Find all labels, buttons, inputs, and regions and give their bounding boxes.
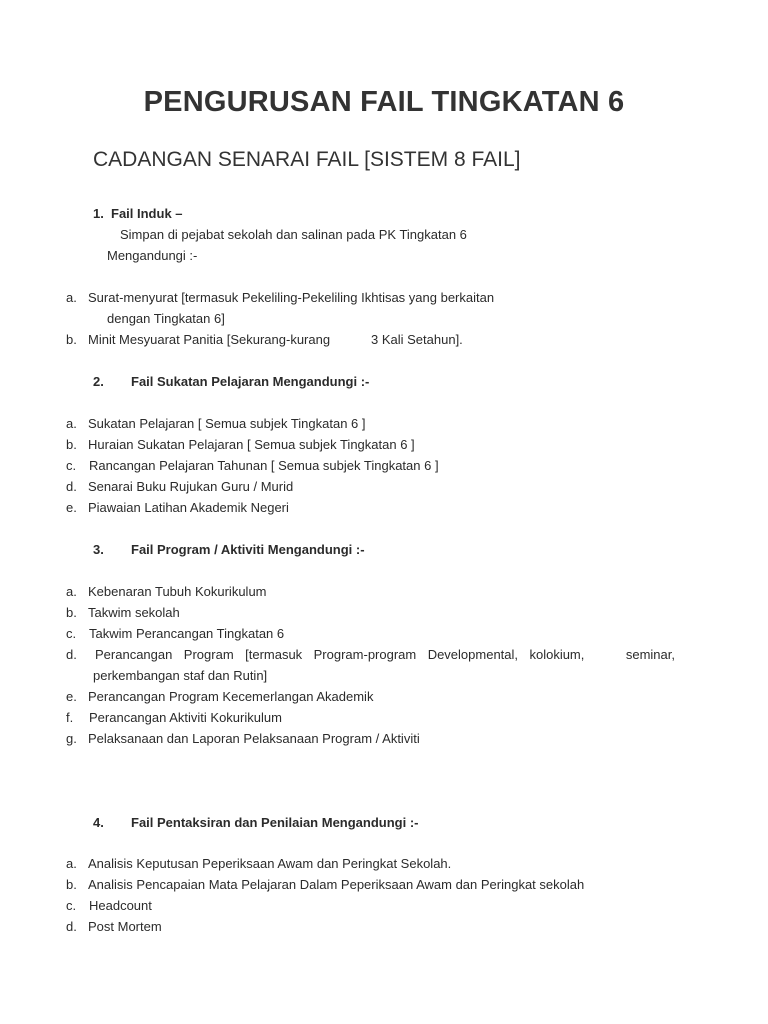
section-1-number: 1. xyxy=(93,206,104,221)
list-item: Takwim Perancangan Tingkatan 6 xyxy=(89,626,285,641)
list-item: Post Mortem xyxy=(88,919,162,934)
section-2-heading: Fail Sukatan Pelajaran Mengandungi :- xyxy=(131,374,370,389)
list-marker: c. xyxy=(66,626,77,641)
page-subtitle: CADANGAN SENARAI FAIL [SISTEM 8 FAIL] xyxy=(93,148,521,171)
list-item-word: Developmental, xyxy=(427,647,519,662)
section-1-description: Simpan di pejabat sekolah dan salinan pada PK Tingkatan 6 xyxy=(120,227,467,242)
list-marker: b. xyxy=(66,437,77,452)
list-item: Rancangan Pelajaran Tahunan [ Semua subjek Tingkatan 6 ] xyxy=(89,458,439,473)
section-3-heading: Fail Program / Aktiviti Mengandungi :- xyxy=(131,542,365,557)
list-item: Analisis Keputusan Peperiksaan Awam dan Peringkat Sekolah. xyxy=(88,856,452,871)
list-marker: e. xyxy=(66,500,77,515)
list-item-word: Program xyxy=(183,647,234,662)
list-marker: b. xyxy=(66,605,77,620)
list-item-word: Perancangan xyxy=(95,647,173,662)
list-marker: a. xyxy=(66,290,77,305)
list-item: Kebenaran Tubuh Kokurikulum xyxy=(88,584,267,599)
list-item: Surat-menyurat [termasuk Pekeliling-Pekeliling Ikhtisas yang berkaitan xyxy=(88,290,495,305)
section-1-contains-label: Mengandungi :- xyxy=(107,248,198,263)
list-item-tail: 3 Kali Setahun]. xyxy=(371,332,463,347)
section-4-number: 4. xyxy=(93,815,104,830)
list-item: Perancangan Program Kecemerlangan Akademik xyxy=(88,689,374,704)
list-marker: c. xyxy=(66,458,77,473)
list-item: Sukatan Pelajaran [ Semua subjek Tingkatan 6 ] xyxy=(88,416,366,431)
list-marker: d. xyxy=(66,479,77,494)
list-item: Piawaian Latihan Akademik Negeri xyxy=(88,500,289,515)
list-item-continuation: dengan Tingkatan 6] xyxy=(107,311,225,326)
list-item: Senarai Buku Rujukan Guru / Murid xyxy=(88,479,294,494)
list-item xyxy=(95,647,675,663)
list-marker: f. xyxy=(66,710,74,725)
list-item: Headcount xyxy=(89,898,152,913)
list-marker: a. xyxy=(66,856,77,871)
list-marker: e. xyxy=(66,689,77,704)
list-item: Pelaksanaan dan Laporan Pelaksanaan Program / Aktiviti xyxy=(88,731,420,746)
list-item-continuation: perkembangan staf dan Rutin] xyxy=(93,668,268,683)
list-item-word: seminar, xyxy=(625,647,675,662)
section-4-heading: Fail Pentaksiran dan Penilaian Mengandungi :- xyxy=(131,815,419,830)
list-item-word: kolokium, xyxy=(529,647,585,662)
list-item: Minit Mesyuarat Panitia [Sekurang-kurang xyxy=(88,332,331,347)
list-item: Perancangan Aktiviti Kokurikulum xyxy=(89,710,282,725)
list-item: Huraian Sukatan Pelajaran [ Semua subjek Tingkatan 6 ] xyxy=(88,437,415,452)
section-3-number: 3. xyxy=(93,542,104,557)
list-marker: c. xyxy=(66,898,77,913)
list-marker: b. xyxy=(66,877,77,892)
list-marker: a. xyxy=(66,416,77,431)
page-title: PENGURUSAN FAIL TINGKATAN 6 xyxy=(143,86,625,118)
list-item: Analisis Pencapaian Mata Pelajaran Dalam Peperiksaan Awam dan Peringkat sekolah xyxy=(88,877,585,892)
list-marker: a. xyxy=(66,584,77,599)
list-marker: b. xyxy=(66,332,77,347)
list-marker: d. xyxy=(66,919,77,934)
list-marker: g. xyxy=(66,731,77,746)
section-2-number: 2. xyxy=(93,374,104,389)
list-item-word: [termasuk xyxy=(245,647,303,662)
list-item-word: Program-program xyxy=(313,647,417,662)
list-item: Takwim sekolah xyxy=(88,605,180,620)
section-1-heading: Fail Induk – xyxy=(111,206,183,221)
list-marker: d. xyxy=(66,647,77,662)
